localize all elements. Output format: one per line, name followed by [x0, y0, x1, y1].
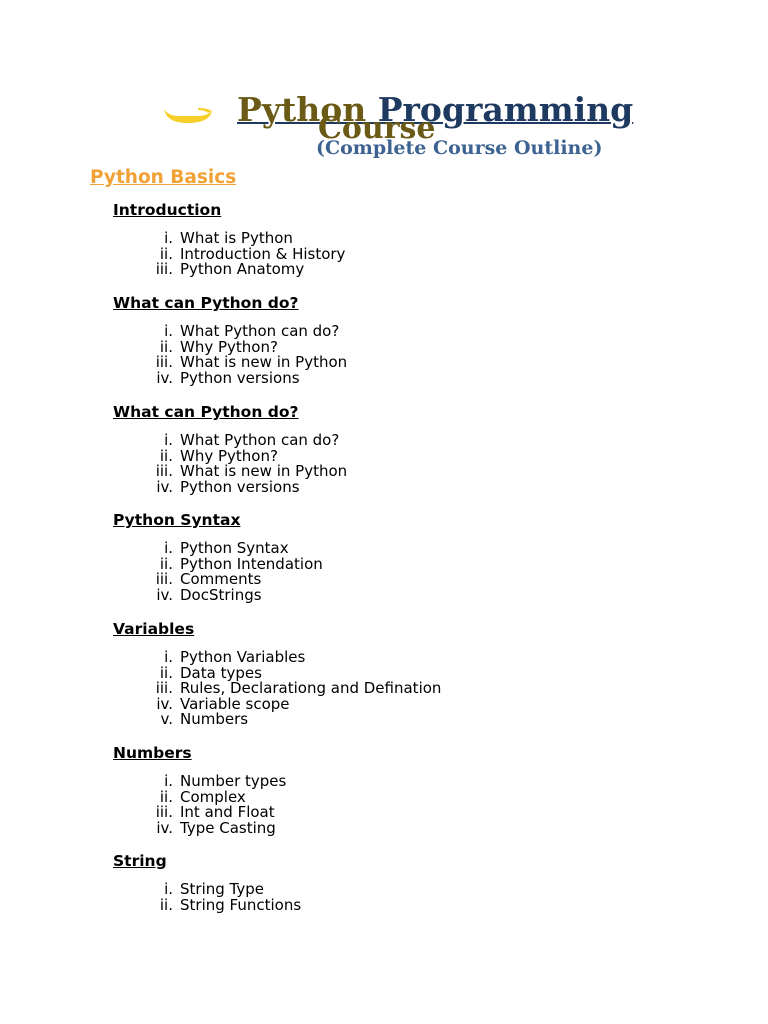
list-item [113, 585, 713, 604]
title-word-programming: Programming [377, 90, 634, 129]
title-word-python: Python [237, 90, 367, 129]
list-item-text: Python Intendation [180, 554, 323, 573]
list-item-text: DocStrings [180, 585, 262, 604]
list-item-text: Variable scope [180, 694, 290, 713]
topic-title: Variables [113, 620, 195, 638]
list-item-text: Python Anatomy [180, 260, 305, 278]
topic-list [113, 774, 713, 836]
topic-list [113, 231, 713, 278]
topic-list [113, 882, 713, 913]
list-item-text: String Functions [180, 895, 302, 914]
list-numeral: i. [164, 539, 173, 557]
topic-string [113, 851, 713, 913]
list-item-text: What Python can do? [180, 431, 340, 449]
list-item-text: Rules, Declarationg and Defination [180, 679, 442, 697]
list-item-text: What is Python [180, 229, 293, 247]
list-item [113, 477, 713, 496]
list-item [113, 712, 713, 728]
topic-introduction [113, 200, 713, 278]
list-numeral: i. [164, 322, 173, 340]
topic-what-can-python-do [113, 293, 713, 386]
list-item [113, 895, 713, 914]
list-item-text: What is new in Python [180, 462, 348, 480]
list-numeral: ii. [159, 244, 173, 263]
list-numeral: ii. [159, 554, 173, 573]
list-item-text: Comments [180, 570, 262, 588]
list-numeral: ii. [159, 337, 173, 356]
topic-title: Numbers [113, 744, 192, 762]
list-item-text: Type Casting [180, 818, 276, 837]
list-numeral: ii. [159, 446, 173, 465]
list-item-text: Python Variables [180, 648, 306, 666]
list-numeral: iv. [156, 585, 173, 604]
topic-title: Python Syntax [113, 511, 241, 529]
list-numeral: iii. [155, 462, 173, 480]
list-item-text: String Type [180, 880, 264, 898]
list-item-text: Number types [180, 772, 287, 790]
topic-title: String [113, 852, 167, 870]
topic-python-syntax [113, 510, 713, 603]
topic-list [113, 433, 713, 495]
list-numeral: i. [164, 648, 173, 666]
list-numeral: iv. [156, 477, 173, 496]
list-item-text: Numbers [180, 710, 249, 728]
list-numeral: i. [164, 229, 173, 247]
list-numeral: iv. [156, 368, 173, 387]
list-item-text: What Python can do? [180, 322, 340, 340]
page-subtitle: (Complete Course Outline) [316, 137, 603, 159]
topic-variables [113, 619, 713, 728]
list-item-text: Python Syntax [180, 539, 289, 557]
list-item [113, 262, 713, 278]
list-numeral: iii. [155, 260, 173, 278]
list-numeral: ii. [159, 895, 173, 914]
list-numeral: v. [160, 710, 173, 728]
list-numeral: iii. [155, 679, 173, 697]
list-numeral: ii. [159, 663, 173, 682]
topic-what-can-python-do-repeat [113, 402, 713, 495]
list-item-text: Data types [180, 663, 262, 682]
list-item-text: Why Python? [180, 337, 278, 356]
topic-title: What can Python do? [113, 403, 299, 421]
topic-list [113, 541, 713, 603]
list-item-text: Python versions [180, 477, 300, 496]
topic-list [113, 324, 713, 386]
list-numeral: iii. [155, 803, 173, 821]
list-item-text: What is new in Python [180, 353, 348, 371]
topic-list [113, 650, 713, 728]
list-numeral: i. [164, 431, 173, 449]
section-heading: Python Basics [90, 167, 237, 188]
list-numeral: iv. [156, 694, 173, 713]
topic-title: Introduction [113, 201, 222, 219]
list-numeral: i. [164, 880, 173, 898]
list-item-text: Introduction & History [180, 244, 346, 263]
list-item-text: Int and Float [180, 803, 275, 821]
list-numeral: i. [164, 772, 173, 790]
list-item [113, 818, 713, 837]
list-numeral: ii. [159, 787, 173, 806]
topic-numbers [113, 743, 713, 836]
list-numeral: iv. [156, 818, 173, 837]
list-item-text: Complex [180, 787, 246, 806]
list-item-text: Why Python? [180, 446, 278, 465]
title-word-course: Course [318, 111, 436, 146]
python-logo-icon [162, 106, 214, 126]
list-item [113, 368, 713, 387]
list-numeral: iii. [155, 570, 173, 588]
list-item-text: Python versions [180, 368, 300, 387]
list-numeral: iii. [155, 353, 173, 371]
topic-title: What can Python do? [113, 294, 299, 312]
